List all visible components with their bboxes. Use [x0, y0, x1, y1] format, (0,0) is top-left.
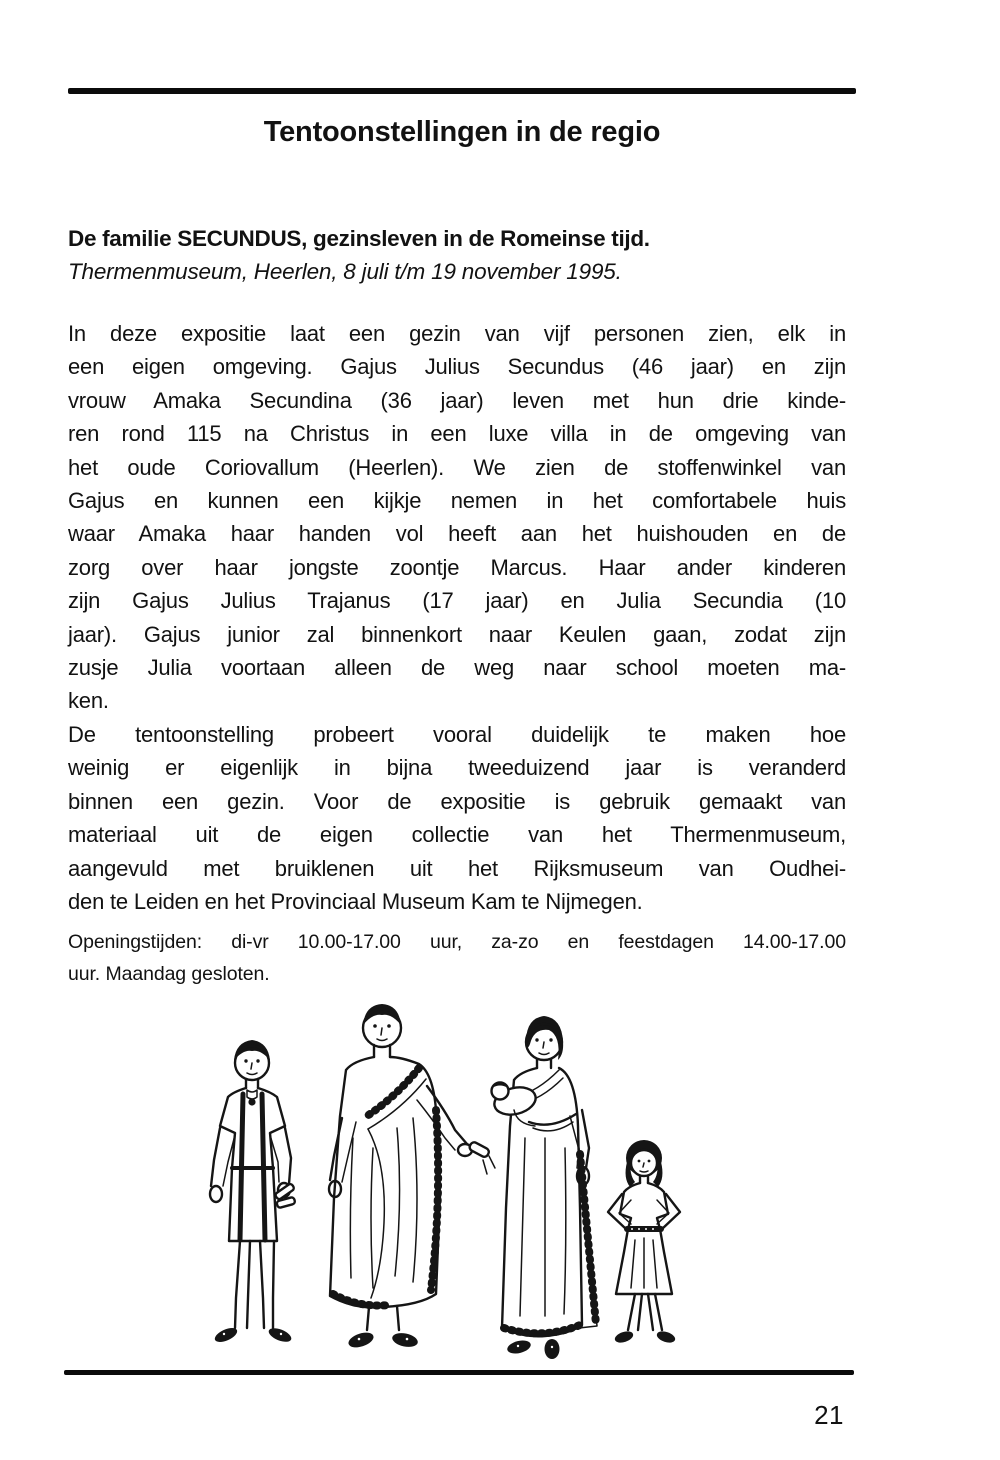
figure-boy-with-scrolls	[210, 1040, 295, 1345]
exhibition-title: De familie SECUNDUS, gezinsleven in de Romeinse tijd.	[68, 226, 650, 251]
article-body	[68, 317, 846, 918]
body-line: jaar). Gajus junior zal binnenkort naar Keulen gaan, zodat zijn	[68, 621, 846, 647]
roman-family-illustration	[183, 998, 743, 1366]
body-line: ren rond 115 na Christus in een luxe villa in de omgeving van	[68, 421, 846, 447]
body-line: een eigen omgeving. Gajus Julius Secundus (46 jaar) en zijn	[68, 354, 846, 380]
body-line: zorg over haar jongste zoontje Marcus. Haar ander kinderen	[68, 554, 846, 580]
body-line: De tentoonstelling probeert vooral duidelijk te maken hoe	[68, 721, 846, 747]
body-line: Gajus en kunnen een kijkje nemen in het comfortabele huis	[68, 488, 846, 514]
body-line: binnen een gezin. Voor de expositie is gebruik gemaakt van	[68, 788, 846, 814]
body-line: ken.	[68, 688, 109, 714]
exhibition-venue-dates: Thermenmuseum, Heerlen, 8 juli t/m 19 november 1995.	[68, 259, 622, 284]
figure-mother-with-baby	[491, 1016, 597, 1359]
body-line: vrouw Amaka Secundina (36 jaar) leven met hun drie kinde-	[68, 387, 846, 413]
body-line: aangevuld met bruiklenen uit het Rijksmuseum van Oudhei-	[68, 855, 846, 881]
body-line: materiaal uit de eigen collectie van het Thermenmuseum,	[68, 822, 846, 848]
opening-hours-line: uur. Maandag gesloten.	[68, 963, 270, 985]
roman-family-line-drawing	[183, 998, 743, 1366]
body-line: waar Amaka haar handen vol heeft aan het huishouden en de	[68, 521, 846, 547]
bottom-rule	[64, 1370, 854, 1375]
opening-hours-line: Openingstijden: di-vr 10.00-17.00 uur, za-zo en feestdagen 14.00-17.00	[68, 931, 846, 953]
body-line: zijn Gajus Julius Trajanus (17 jaar) en Julia Secundia (10	[68, 588, 846, 614]
body-line: weinig er eigenlijk in bijna tweeduizend jaar is veranderd	[68, 755, 846, 781]
opening-hours	[68, 926, 846, 990]
body-line: het oude Coriovallum (Heerlen). We zien de stoffenwinkel van	[68, 454, 846, 480]
page-title: Tentoonstellingen in de regio	[263, 116, 661, 148]
body-line: In deze expositie laat een gezin van vijf personen zien, elk in	[68, 321, 846, 346]
figure-father-in-toga	[329, 1004, 495, 1350]
top-rule	[68, 88, 856, 94]
figure-daughter	[608, 1140, 680, 1345]
body-line: zusje Julia voortaan alleen de weg naar school moeten ma-	[68, 655, 846, 681]
body-line: den te Leiden en het Provinciaal Museum Kam te Nijmegen.	[68, 888, 643, 914]
page-number: 21	[814, 1400, 844, 1430]
